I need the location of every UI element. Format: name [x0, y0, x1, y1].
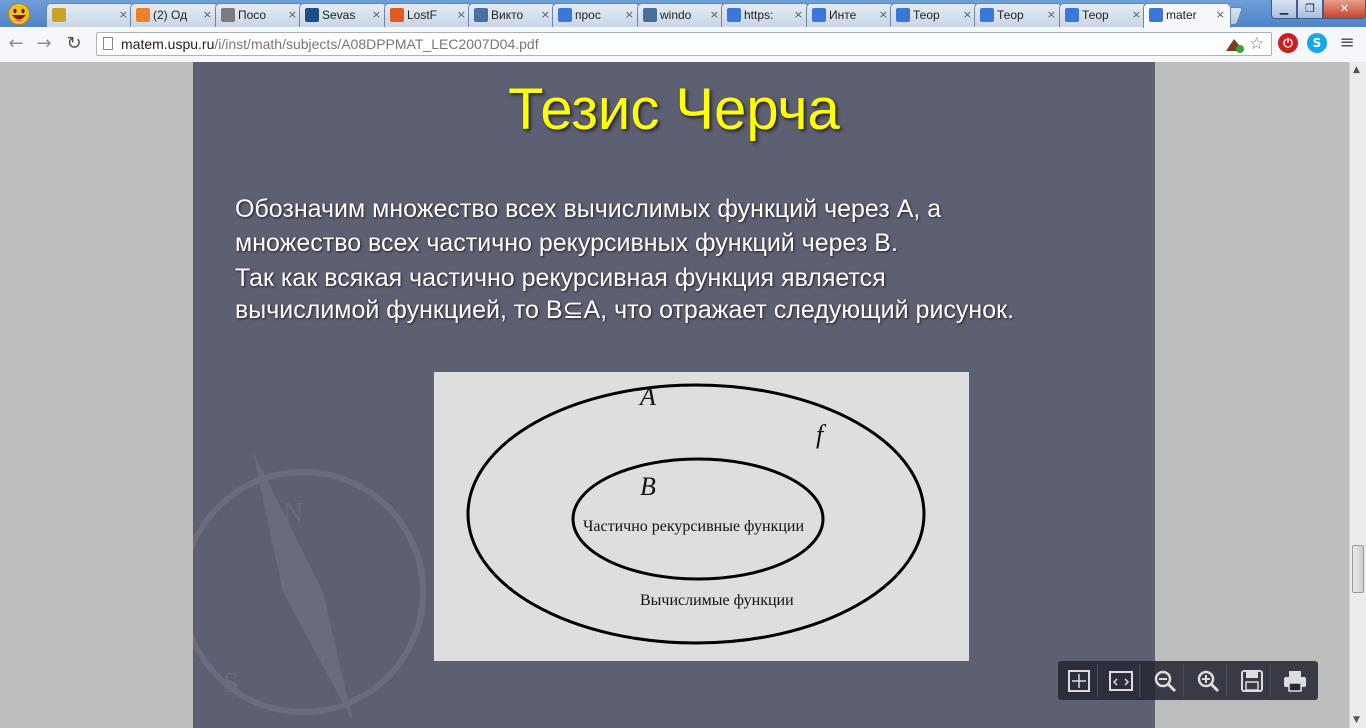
maximize-button[interactable]: ❐	[1297, 0, 1323, 19]
tab-label: https:	[744, 8, 774, 22]
pdf-toolbar	[1058, 661, 1318, 700]
extension-icon[interactable]	[1224, 36, 1246, 54]
fit-width-icon	[1109, 669, 1133, 693]
print-icon	[1283, 669, 1307, 693]
google-icon	[980, 8, 994, 22]
save-icon	[1240, 669, 1264, 693]
scroll-thumb[interactable]	[1352, 545, 1364, 593]
reload-button[interactable]: ↻	[66, 33, 82, 54]
svg-text:S: S	[223, 668, 239, 699]
close-tab-icon[interactable]: ×	[456, 8, 466, 21]
browser-tab[interactable]	[215, 3, 303, 27]
tab-strip	[0, 0, 1366, 27]
close-tab-icon[interactable]: ×	[1046, 8, 1056, 21]
pdf-viewer	[0, 62, 1349, 728]
browser-toolbar	[0, 27, 1366, 63]
browser-tab[interactable]	[46, 3, 134, 27]
computable-caption: Вычислимые функции	[640, 592, 794, 609]
browser-tab[interactable]	[806, 3, 894, 27]
menu-icon[interactable]: ≡	[1339, 32, 1355, 53]
tab-label: Инте	[829, 8, 857, 22]
google-icon	[896, 8, 910, 22]
google-icon	[812, 8, 826, 22]
slide-text-line-2: множество всех частично рекурсивных функций через B.	[235, 229, 898, 257]
bee-icon	[52, 8, 66, 22]
close-tab-icon[interactable]: ×	[287, 8, 297, 21]
set-a-label: A	[640, 382, 656, 411]
zoom-out-button[interactable]	[1146, 664, 1184, 697]
close-tab-icon[interactable]: ×	[1215, 8, 1225, 21]
smiley-icon[interactable]	[6, 2, 32, 26]
compass-watermark	[193, 392, 453, 728]
zoom-in-icon	[1196, 669, 1220, 693]
lf-icon	[390, 8, 404, 22]
browser-tab[interactable]	[890, 3, 978, 27]
pdf-page	[193, 62, 1155, 728]
venn-diagram	[434, 372, 969, 661]
function-f-label: f	[816, 420, 824, 449]
coat-of-arms-icon	[221, 8, 235, 22]
google-icon	[1149, 8, 1163, 22]
slide-text-line-1: Обозначим множество всех вычислимых функций через A, а	[235, 195, 942, 223]
browser-tab[interactable]	[637, 3, 725, 27]
bookmark-star-icon[interactable]: ☆	[1249, 34, 1265, 54]
url-path: /i/inst/math/subjects/A08DPPMAT_LEC2007D04.pdf	[214, 36, 539, 52]
pause-icon	[474, 8, 488, 22]
zoom-out-icon	[1153, 669, 1177, 693]
slide-title: Тезис Черча	[508, 77, 840, 142]
save-button[interactable]	[1233, 664, 1271, 697]
close-tab-icon[interactable]: ×	[962, 8, 972, 21]
close-tab-icon[interactable]: ×	[371, 8, 381, 21]
minimize-button[interactable]: ▁	[1271, 0, 1297, 19]
close-tab-icon[interactable]: ×	[878, 8, 888, 21]
close-tab-icon[interactable]: ×	[202, 8, 212, 21]
browser-tab[interactable]	[130, 3, 218, 27]
tab-label: Sevas	[322, 8, 356, 22]
close-tab-icon[interactable]: ×	[540, 8, 550, 21]
svg-text:N: N	[283, 498, 304, 529]
url-host: matem.uspu.ru	[121, 36, 215, 52]
set-b-label: B	[640, 472, 656, 501]
close-tab-icon[interactable]: ×	[1131, 8, 1141, 21]
fit-page-icon	[1067, 669, 1091, 693]
skype-icon[interactable]: S	[1307, 33, 1327, 53]
scroll-down-icon[interactable]: ▼	[1353, 715, 1360, 725]
adblock-icon[interactable]: ⏻	[1278, 33, 1298, 53]
fit-width-button[interactable]	[1102, 664, 1140, 697]
tab-label: Викто	[491, 8, 524, 22]
tab-label: Теор	[1082, 8, 1109, 22]
browser-tab[interactable]	[299, 3, 387, 27]
tab-label: mater	[1166, 8, 1197, 22]
print-button[interactable]	[1276, 664, 1314, 697]
tab-label: windo	[660, 8, 692, 22]
address-bar[interactable]	[96, 32, 1272, 56]
close-window-button[interactable]: ✕	[1323, 0, 1366, 19]
tab-label: Теор	[997, 8, 1024, 22]
browser-tab[interactable]	[468, 3, 556, 27]
close-tab-icon[interactable]: ×	[624, 8, 634, 21]
browser-tab[interactable]	[384, 3, 472, 27]
browser-tab[interactable]	[1143, 3, 1231, 28]
tab-label: прос	[575, 8, 601, 22]
google-icon	[1065, 8, 1079, 22]
browser-tab[interactable]	[974, 3, 1062, 27]
close-tab-icon[interactable]: ×	[793, 8, 803, 21]
back-button[interactable]: ←	[8, 33, 24, 54]
browser-tab[interactable]	[552, 3, 640, 27]
vertical-scrollbar[interactable]	[1349, 62, 1366, 728]
forward-button[interactable]: →	[36, 33, 52, 54]
zoom-in-button[interactable]	[1189, 664, 1227, 697]
url-text[interactable]	[121, 33, 539, 55]
slide-text-line-3: Так как всякая частично рекурсивная функция является	[235, 264, 886, 292]
tab-label: (2) Од	[153, 8, 188, 22]
fit-page-button[interactable]	[1060, 664, 1098, 697]
browser-tab[interactable]	[721, 3, 809, 27]
google-icon	[727, 8, 741, 22]
book-icon	[643, 8, 657, 22]
ru-icon	[305, 8, 319, 22]
page-icon	[103, 37, 113, 50]
partial-recursive-caption: Частично рекурсивные функции	[583, 518, 805, 535]
tab-label: Теор	[913, 8, 940, 22]
browser-tab[interactable]	[1059, 3, 1147, 27]
scroll-up-icon[interactable]: ▲	[1353, 65, 1360, 75]
odnoklassniki-icon	[136, 8, 150, 22]
slide-text-line-4: вычислимой функцией, то B⊆A, что отражает следующий рисунок.	[235, 296, 1015, 324]
google-icon	[558, 8, 572, 22]
tab-label: Посо	[238, 8, 267, 22]
tab-label: LostF	[407, 8, 438, 22]
close-tab-icon[interactable]: ×	[709, 8, 719, 21]
close-tab-icon[interactable]: ×	[118, 8, 128, 21]
